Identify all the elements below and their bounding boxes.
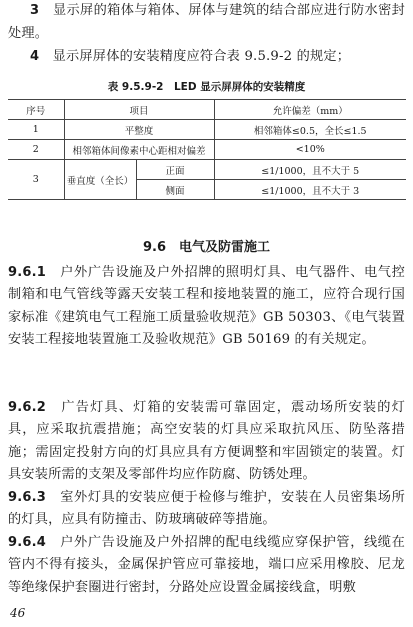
paragraph-number: 4 bbox=[30, 49, 40, 64]
clause-number: 9.6.2 bbox=[8, 400, 47, 415]
paragraph-text: 显示屏的箱体与箱体、屏体与建筑的结合部应进行防水密封处理。 bbox=[8, 3, 406, 41]
precision-table bbox=[8, 99, 406, 200]
table-row bbox=[8, 140, 406, 160]
page-number: 46 bbox=[10, 606, 26, 620]
clause-number: 9.6.1 bbox=[8, 265, 47, 280]
clause-9-6-4 bbox=[8, 532, 405, 599]
clause-number: 9.6.4 bbox=[8, 535, 47, 550]
cell-item: 平整度 bbox=[64, 120, 214, 140]
section-title: 电气及防雷施工 bbox=[179, 240, 271, 255]
cell-no: 1 bbox=[8, 120, 64, 140]
table-row bbox=[8, 120, 406, 140]
paragraph-3 bbox=[8, 0, 405, 45]
table-row bbox=[8, 160, 406, 180]
clause-9-6-2 bbox=[8, 397, 405, 486]
clause-text: 室外灯具的安装应便于检修与维护，安装在人员密集场所的灯具，应具有防撞击、防玻璃破碎等措施。 bbox=[8, 490, 406, 528]
clause-9-6-1 bbox=[8, 262, 405, 351]
paragraph-text: 显示屏屏体的安装精度应符合表 9.5.9-2 的规定； bbox=[52, 49, 351, 64]
cell-tolerance: <10% bbox=[214, 140, 406, 160]
cell-item: 垂直度（全长） bbox=[64, 160, 136, 200]
clause-text: 户外广告设施及户外招牌的照明灯具、电气器件、电气控制箱和电气管线等露天安装工程和接地装置的施工，应符合现行国家标准《建筑电气工程施工质量验收规范》GB 50303、《电气装置安装工程接地装置施工及验收规范》GB 50169 的有关规定。 bbox=[8, 265, 406, 347]
cell-no: 2 bbox=[8, 140, 64, 160]
paragraph-4 bbox=[8, 46, 405, 69]
clause-number: 9.6.3 bbox=[8, 490, 47, 505]
cell-tolerance: 相邻箱体≤0.5，全长≤1.5 bbox=[214, 120, 406, 140]
clause-text: 户外广告设施及户外招牌的配电线缆应穿保护管，线缆在管内不得有接头，金属保护管应可靠接地，端口应采用橡胶、尼龙等绝缘保护套圈进行密封，分路处应设置金属接线盒，明敷 bbox=[8, 535, 406, 595]
cell-tolerance: ≤1/1000，且不大于 3 bbox=[214, 180, 406, 200]
clause-9-6-3 bbox=[8, 487, 405, 532]
cell-item: 相邻箱体间像素中心距相对偏差 bbox=[64, 140, 214, 160]
header-item: 项目 bbox=[64, 100, 214, 120]
cell-tolerance: ≤1/1000，且不大于 5 bbox=[214, 160, 406, 180]
clause-text: 广告灯具、灯箱的安装需可靠固定，震动场所安装的灯具，应采取抗震措施；高空安装的灯具应采取抗风压、防坠落措施；需固定投射方向的灯具应具有方便调整和牢固锁定的装置。灯具安装所需的支架及零部件均应作防腐、防锈处理。 bbox=[8, 400, 405, 482]
section-heading bbox=[0, 236, 413, 255]
section-number: 9.6 bbox=[142, 240, 166, 255]
table-header-row bbox=[8, 100, 406, 120]
cell-subitem: 侧面 bbox=[136, 180, 214, 200]
table-title: 表 9.5.9-2 LED 显示屏屏体的安装精度 bbox=[107, 81, 306, 93]
cell-subitem: 正面 bbox=[136, 160, 214, 180]
header-tolerance: 允许偏差（mm） bbox=[214, 100, 406, 120]
cell-no: 3 bbox=[8, 160, 64, 200]
header-no: 序号 bbox=[8, 100, 64, 120]
paragraph-number: 3 bbox=[30, 3, 40, 18]
